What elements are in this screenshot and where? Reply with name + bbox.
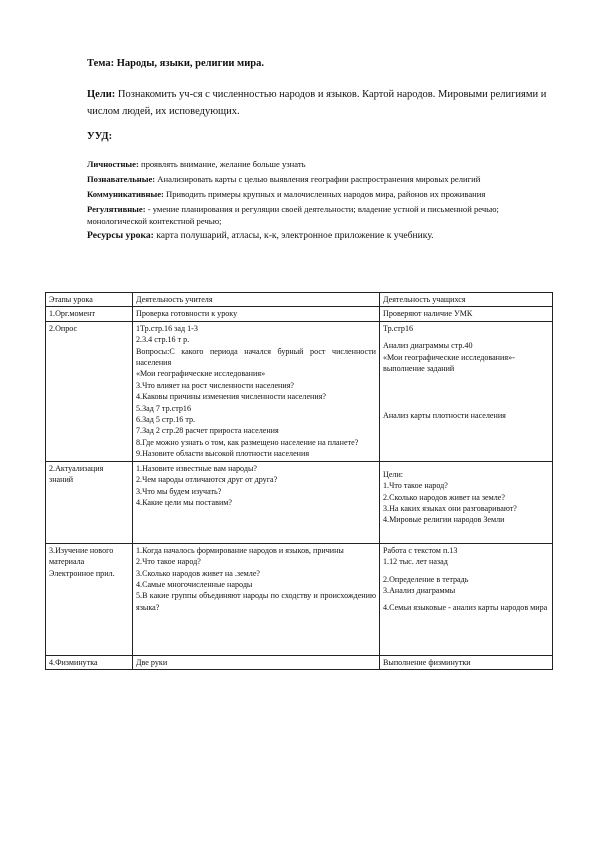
teacher-cell [133, 307, 380, 321]
goal-text: Познакомить уч-ся с численностью народов и языков. Картой народов. Мировыми религиями и числом людей, их исповедующих. [87, 89, 547, 117]
stage-cell [46, 307, 133, 321]
cell-line: 4.Физминутка [49, 657, 98, 667]
uud-personal [87, 158, 547, 170]
cell-line: 1Тр.стр.16 зад 1-3 [136, 323, 198, 333]
cell-line: 7.Зад 2 стр.28 расчет прироста населения [136, 426, 279, 436]
stage-cell [46, 543, 133, 655]
cell-line: Вопросы:С какого периода начался бурный рост численности населения [136, 346, 376, 368]
cell-line: 4.Какие цели мы поставим? [136, 497, 233, 507]
uud-cognitive-text: Анализировать карты с целью выявления географии распространения мировых религий [155, 174, 481, 184]
uud-regulative-label: Регулятивные: [87, 204, 146, 214]
table-row [46, 655, 553, 669]
student-cell [380, 655, 553, 669]
cell-line: 8.Где можно узнать о том, как размещено население на планете? [136, 437, 359, 447]
uud-regulative-text: - умение планирования и регуляции своей деятельности; владение устной и письменной речью; монологической контекстной речью; [87, 204, 499, 226]
stage-cell [46, 461, 133, 543]
cell-line: 1.Орг.момент [49, 309, 95, 319]
uud-resources-label: Ресурсы урока: [87, 230, 154, 241]
cell-line: 2.Сколько народов живет на земле? [383, 492, 505, 502]
table-row [46, 307, 553, 321]
lesson-table [45, 292, 553, 670]
student-cell [380, 543, 553, 655]
header-student: Деятельность учащихся [380, 293, 553, 307]
cell-line: 4.Мировые религии народов Земли [383, 515, 505, 525]
cell-line: 2.Что такое народ? [136, 557, 201, 567]
cell-line: 2.Определение в тетрадь [383, 574, 469, 584]
cell-line: 4.Каковы причины изменения численности населения? [136, 392, 327, 402]
cell-line: Цели: [383, 469, 404, 479]
teacher-cell [133, 461, 380, 543]
cell-line: 4.Семьи языковые - анализ карты народов мира [383, 603, 548, 613]
lesson-goal [87, 86, 552, 120]
uud-regulative [87, 203, 547, 227]
cell-line: Две руки [136, 657, 168, 667]
cell-line: 6.Зад 5 стр.16 тр. [136, 415, 196, 425]
teacher-cell [133, 655, 380, 669]
cell-line: 9.Назовите области высокой плотности населения [136, 449, 310, 459]
cell-line: 3.Что мы будем изучать? [136, 486, 222, 496]
header-teacher: Деятельность учителя [133, 293, 380, 307]
cell-line: Анализ диаграммы стр.40 [383, 341, 473, 351]
lesson-table-body [46, 293, 553, 670]
uud-communicative [87, 188, 547, 200]
student-cell [380, 321, 553, 461]
uud-personal-label: Личностные: [87, 159, 139, 169]
header-stage: Этапы урока [46, 293, 133, 307]
cell-line: 3.Изучение нового материала [49, 545, 114, 567]
cell-line: 2.3.4 стр.16 т р. [136, 335, 190, 345]
cell-line: Тр.стр16 [383, 323, 414, 333]
table-row [46, 321, 553, 461]
cell-line: «Мои географические исследования» [136, 369, 266, 379]
student-cell [380, 307, 553, 321]
cell-line: 5.Зад 7 тр.стр16 [136, 403, 192, 413]
teacher-cell [133, 321, 380, 461]
cell-line: 3.Анализ диаграммы [383, 585, 456, 595]
cell-line: 3.Сколько народов живет на .земле? [136, 568, 261, 578]
table-row [46, 543, 553, 655]
uud-resources [87, 230, 547, 242]
uud-cognitive [87, 173, 547, 185]
cell-line: «Мои географические исследования»- выполнение заданий [383, 352, 515, 374]
uud-communicative-text: Приводить примеры крупных и малочисленных народов мира, районов их проживания [163, 189, 486, 199]
student-cell [380, 461, 553, 543]
uud-heading: УУД: [87, 131, 113, 142]
cell-line: 1.Что такое народ? [383, 481, 448, 491]
uud-personal-text: проявлять внимание, желание больше узнать [138, 159, 306, 169]
cell-line: 4.Самые многочисленные народы [136, 579, 253, 589]
uud-list [87, 158, 547, 245]
cell-line: Анализ карты плотности населения [383, 411, 506, 421]
cell-line: 2.Актуализация знаний [49, 463, 104, 485]
uud-resources-text: карта полушарий, атласы, к-к, электронное приложение к учебнику. [153, 230, 434, 241]
cell-line: Проверка готовности к уроку [136, 309, 238, 319]
cell-line: 3.Что влияет на рост численности населения? [136, 380, 295, 390]
cell-line: 1.Когда началось формирование народов и языков, причины [136, 545, 344, 555]
cell-line: Проверяют наличие УМК [383, 309, 473, 319]
stage-cell [46, 321, 133, 461]
lesson-title: Тема: Народы, языки, религии мира. [87, 58, 264, 69]
cell-line: 3.На каких языках они разговаривают? [383, 503, 517, 513]
cell-line: Работа с текстом п.13 [383, 545, 458, 555]
stage-cell [46, 655, 133, 669]
teacher-cell [133, 543, 380, 655]
table-header-row [46, 293, 553, 307]
cell-line: Выполнение физминутки [383, 657, 471, 667]
goal-label: Цели: [87, 89, 116, 100]
cell-line: Электронное прил. [49, 568, 115, 578]
uud-communicative-label: Коммуникативные: [87, 189, 164, 199]
cell-line: 1.12 тыс. лет назад [383, 557, 448, 567]
cell-line: 2.Чем народы отличаются друг от друга? [136, 475, 278, 485]
cell-line: 1.Назовите известные вам народы? [136, 463, 258, 473]
cell-line: 2.Опрос [49, 323, 78, 333]
uud-cognitive-label: Познавательные: [87, 174, 156, 184]
cell-line: 5.В какие группы объединяют народы по сходству и происхождению языка? [136, 591, 376, 612]
table-row [46, 461, 553, 543]
